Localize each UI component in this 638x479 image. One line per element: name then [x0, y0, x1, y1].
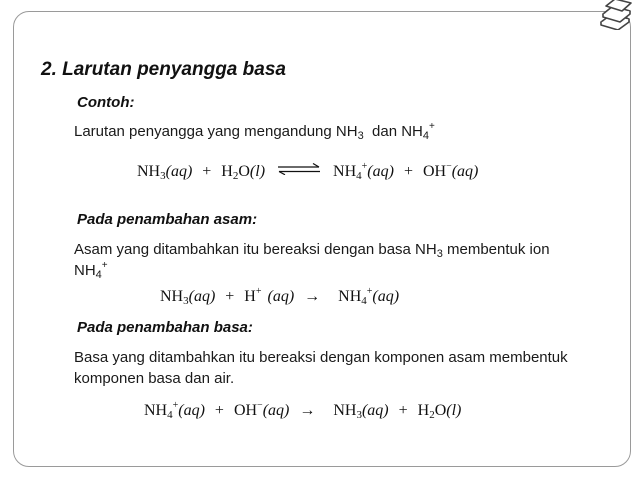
- eq1-product2-state: (aq): [451, 163, 479, 180]
- eq2-product1-sub: 4: [361, 295, 367, 307]
- eq2-reactant2-sup: +: [255, 286, 262, 297]
- acid-line2-sup: +: [101, 260, 108, 271]
- eq1-plus1: +: [202, 163, 212, 180]
- base-heading: Pada penambahan basa:: [77, 319, 253, 336]
- eq2-product1-state: (aq): [372, 288, 400, 305]
- base-text-line2: komponen basa dan air.: [74, 370, 235, 387]
- eq3-reactant2-sup: −: [257, 400, 263, 411]
- example-heading: Contoh:: [77, 94, 135, 111]
- section-title: 2. Larutan penyangga basa: [41, 59, 286, 80]
- eq3-reactant1-sup: +: [172, 400, 179, 411]
- eq1-product2: OH: [422, 163, 447, 180]
- eq2-reactant1-state: (aq): [188, 288, 216, 305]
- eq1-reactant1-state: (aq): [165, 163, 193, 180]
- eq2-reactant2: H: [244, 288, 256, 305]
- acid-line1-main: Asam yang ditambahkan itu bereaksi dengan basa NH: [74, 241, 437, 258]
- eq1-reactant2-state: (l): [249, 163, 266, 180]
- acid-text-line1: [74, 239, 594, 260]
- eq1-product1: NH: [333, 163, 357, 180]
- equation-acid-addition: [160, 288, 399, 306]
- acid-text: [74, 239, 594, 281]
- eq3-product1-state: (aq): [361, 402, 389, 419]
- eq1-product2-sup: −: [446, 161, 452, 172]
- eq2-product1: NH: [338, 288, 362, 305]
- example-superscript-plus: +: [429, 121, 435, 132]
- eq3-product2-o: O: [434, 402, 447, 419]
- eq2-reactant1: NH: [160, 288, 184, 305]
- acid-line1-sub: 3: [436, 248, 443, 260]
- eq2-product1-sup: +: [366, 286, 373, 297]
- example-text-mid: dan NH: [363, 123, 423, 140]
- base-text: [74, 347, 614, 389]
- example-text: [74, 121, 435, 142]
- eq3-reactant2: OH: [233, 402, 258, 419]
- eq3-product2-sub: 2: [429, 409, 435, 421]
- eq1-reactant2-sub: 2: [232, 170, 239, 182]
- eq1-product1-sub: 4: [356, 170, 362, 182]
- acid-text-line2: [74, 260, 594, 281]
- eq2-plus: +: [225, 288, 235, 305]
- eq1-product1-state: (aq): [367, 163, 394, 180]
- acid-line2-sub: 4: [95, 269, 102, 281]
- eq3-reactant1-state: (aq): [178, 402, 205, 419]
- base-text-line1: Basa yang ditambahkan itu bereaksi dengan komponen asam membentuk: [74, 349, 568, 366]
- eq3-reactant1: NH: [144, 402, 168, 419]
- acid-line2-main: NH: [74, 262, 96, 279]
- eq3-reactant1-sub: 4: [167, 409, 173, 421]
- eq2-reactant1-sub: 3: [183, 295, 189, 307]
- example-subscript-3: 3: [357, 130, 364, 142]
- equation-base-addition: [144, 402, 461, 420]
- eq1-reactant1-sub: 3: [160, 170, 166, 182]
- eq1-plus2: +: [403, 163, 413, 180]
- equilibrium-arrow-icon: [277, 163, 321, 175]
- eq3-arrow: →: [299, 402, 316, 419]
- eq3-product2-h: H: [417, 402, 430, 419]
- example-text-main: Larutan penyangga yang mengandung NH: [74, 123, 358, 140]
- eq3-plus2: +: [398, 402, 408, 419]
- acid-heading: Pada penambahan asam:: [77, 211, 258, 228]
- example-subscript-4: 4: [422, 130, 430, 142]
- eq3-plus1: +: [214, 402, 224, 419]
- eq3-reactant2-state: (aq): [262, 402, 290, 419]
- eq3-product1: NH: [333, 402, 357, 419]
- eq1-reactant1: NH: [137, 163, 161, 180]
- equation-equilibrium: [137, 163, 478, 181]
- eq1-product1-sup: +: [361, 161, 368, 172]
- eq2-arrow: →: [304, 288, 321, 305]
- eq2-reactant2-state: (aq): [267, 288, 295, 305]
- eq3-product2-state: (l): [446, 402, 462, 419]
- eq1-reactant2-o: O: [238, 163, 250, 180]
- book-stack-icon: [598, 0, 632, 30]
- eq3-product1-sub: 3: [356, 409, 362, 421]
- eq1-reactant2-h: H: [221, 163, 233, 180]
- acid-line1-end: membentuk ion: [442, 241, 550, 258]
